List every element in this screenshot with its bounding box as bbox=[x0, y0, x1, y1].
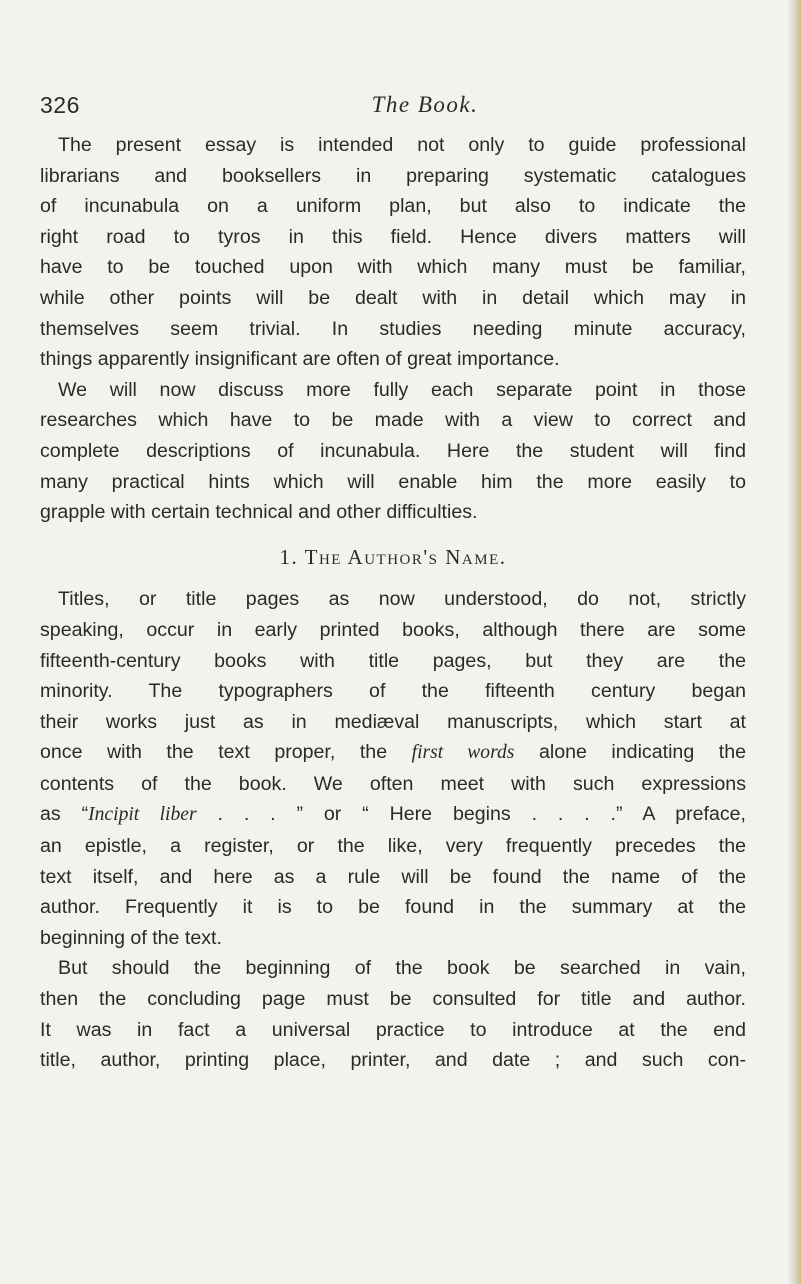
text-fragment: alone indicating the bbox=[514, 741, 746, 764]
text-line: Titles, or title pages as now understood, do not, strictly bbox=[58, 588, 746, 611]
text-line: minority. The typographers of the fifteenth century began bbox=[40, 680, 746, 703]
text-line bbox=[40, 737, 746, 769]
text-line: complete descriptions of incunabula. Here the student will find bbox=[40, 439, 746, 462]
paragraph-3 bbox=[40, 584, 746, 953]
text-line: right road to tyros in this field. Hence divers matters will bbox=[40, 225, 746, 248]
text-line bbox=[40, 799, 746, 831]
text-line: of incunabula on a uniform plan, but also to indicate the bbox=[40, 195, 746, 218]
running-head: The Book. bbox=[371, 92, 479, 117]
text-line: author. Frequently it is to be found in the summary at the bbox=[40, 896, 746, 919]
text-line: It was in fact a universal practice to introduce at the end bbox=[40, 1018, 746, 1041]
text-fragment: as “ bbox=[40, 803, 89, 826]
text-line: beginning of the text. bbox=[40, 926, 222, 949]
text-line: themselves seem trivial. In studies needing minute accuracy, bbox=[40, 317, 746, 340]
text-line: things apparently insignificant are often of great importance. bbox=[40, 348, 560, 371]
text-fragment: . . . ” or “ Here begins . . . .” A preface, bbox=[196, 803, 746, 826]
text-line: their works just as in mediæval manuscripts, which start at bbox=[40, 710, 746, 733]
italic-phrase: first words bbox=[411, 742, 515, 764]
text-line: grapple with certain technical and other difficulties. bbox=[40, 501, 478, 524]
text-line: title, author, printing place, printer, and date ; and such con- bbox=[40, 1049, 746, 1072]
text-line: speaking, occur in early printed books, although there are some bbox=[40, 618, 746, 641]
text-line: while other points will be dealt with in detail which may in bbox=[40, 286, 746, 309]
page-edge bbox=[787, 0, 801, 1284]
italic-phrase: Incipit liber bbox=[88, 804, 197, 826]
text-line: an epistle, a register, or the like, very frequently precedes the bbox=[40, 835, 746, 858]
text-line: have to be touched upon with which many must be familiar, bbox=[40, 256, 746, 279]
text-line: We will now discuss more fully each separate point in those bbox=[58, 378, 746, 401]
text-line: The present essay is intended not only to guide professional bbox=[58, 134, 746, 156]
text-line: fifteenth-century books with title pages, but they are the bbox=[40, 649, 746, 672]
text-line: then the concluding page must be consulted for title and author. bbox=[40, 988, 746, 1011]
paragraph-1 bbox=[40, 130, 746, 375]
section-heading: 1. The Author's Name. bbox=[279, 544, 507, 569]
text-fragment: once with the text proper, the bbox=[40, 741, 412, 764]
text-line: text itself, and here as a rule will be found the name of the bbox=[40, 865, 746, 888]
page-number: 326 bbox=[40, 92, 80, 118]
text-line: But should the beginning of the book be searched in vain, bbox=[58, 957, 746, 980]
text-line: researches which have to be made with a view to correct and bbox=[40, 409, 746, 432]
text-line: many practical hints which will enable him the more easily to bbox=[40, 470, 746, 493]
text-line: contents of the book. We often meet with such expressions bbox=[40, 772, 746, 795]
text-line: librarians and booksellers in preparing systematic catalogues bbox=[40, 164, 746, 187]
paragraph-2 bbox=[40, 375, 746, 528]
page-body bbox=[40, 130, 746, 1076]
paragraph-4 bbox=[40, 953, 746, 1075]
page-header bbox=[40, 92, 740, 122]
